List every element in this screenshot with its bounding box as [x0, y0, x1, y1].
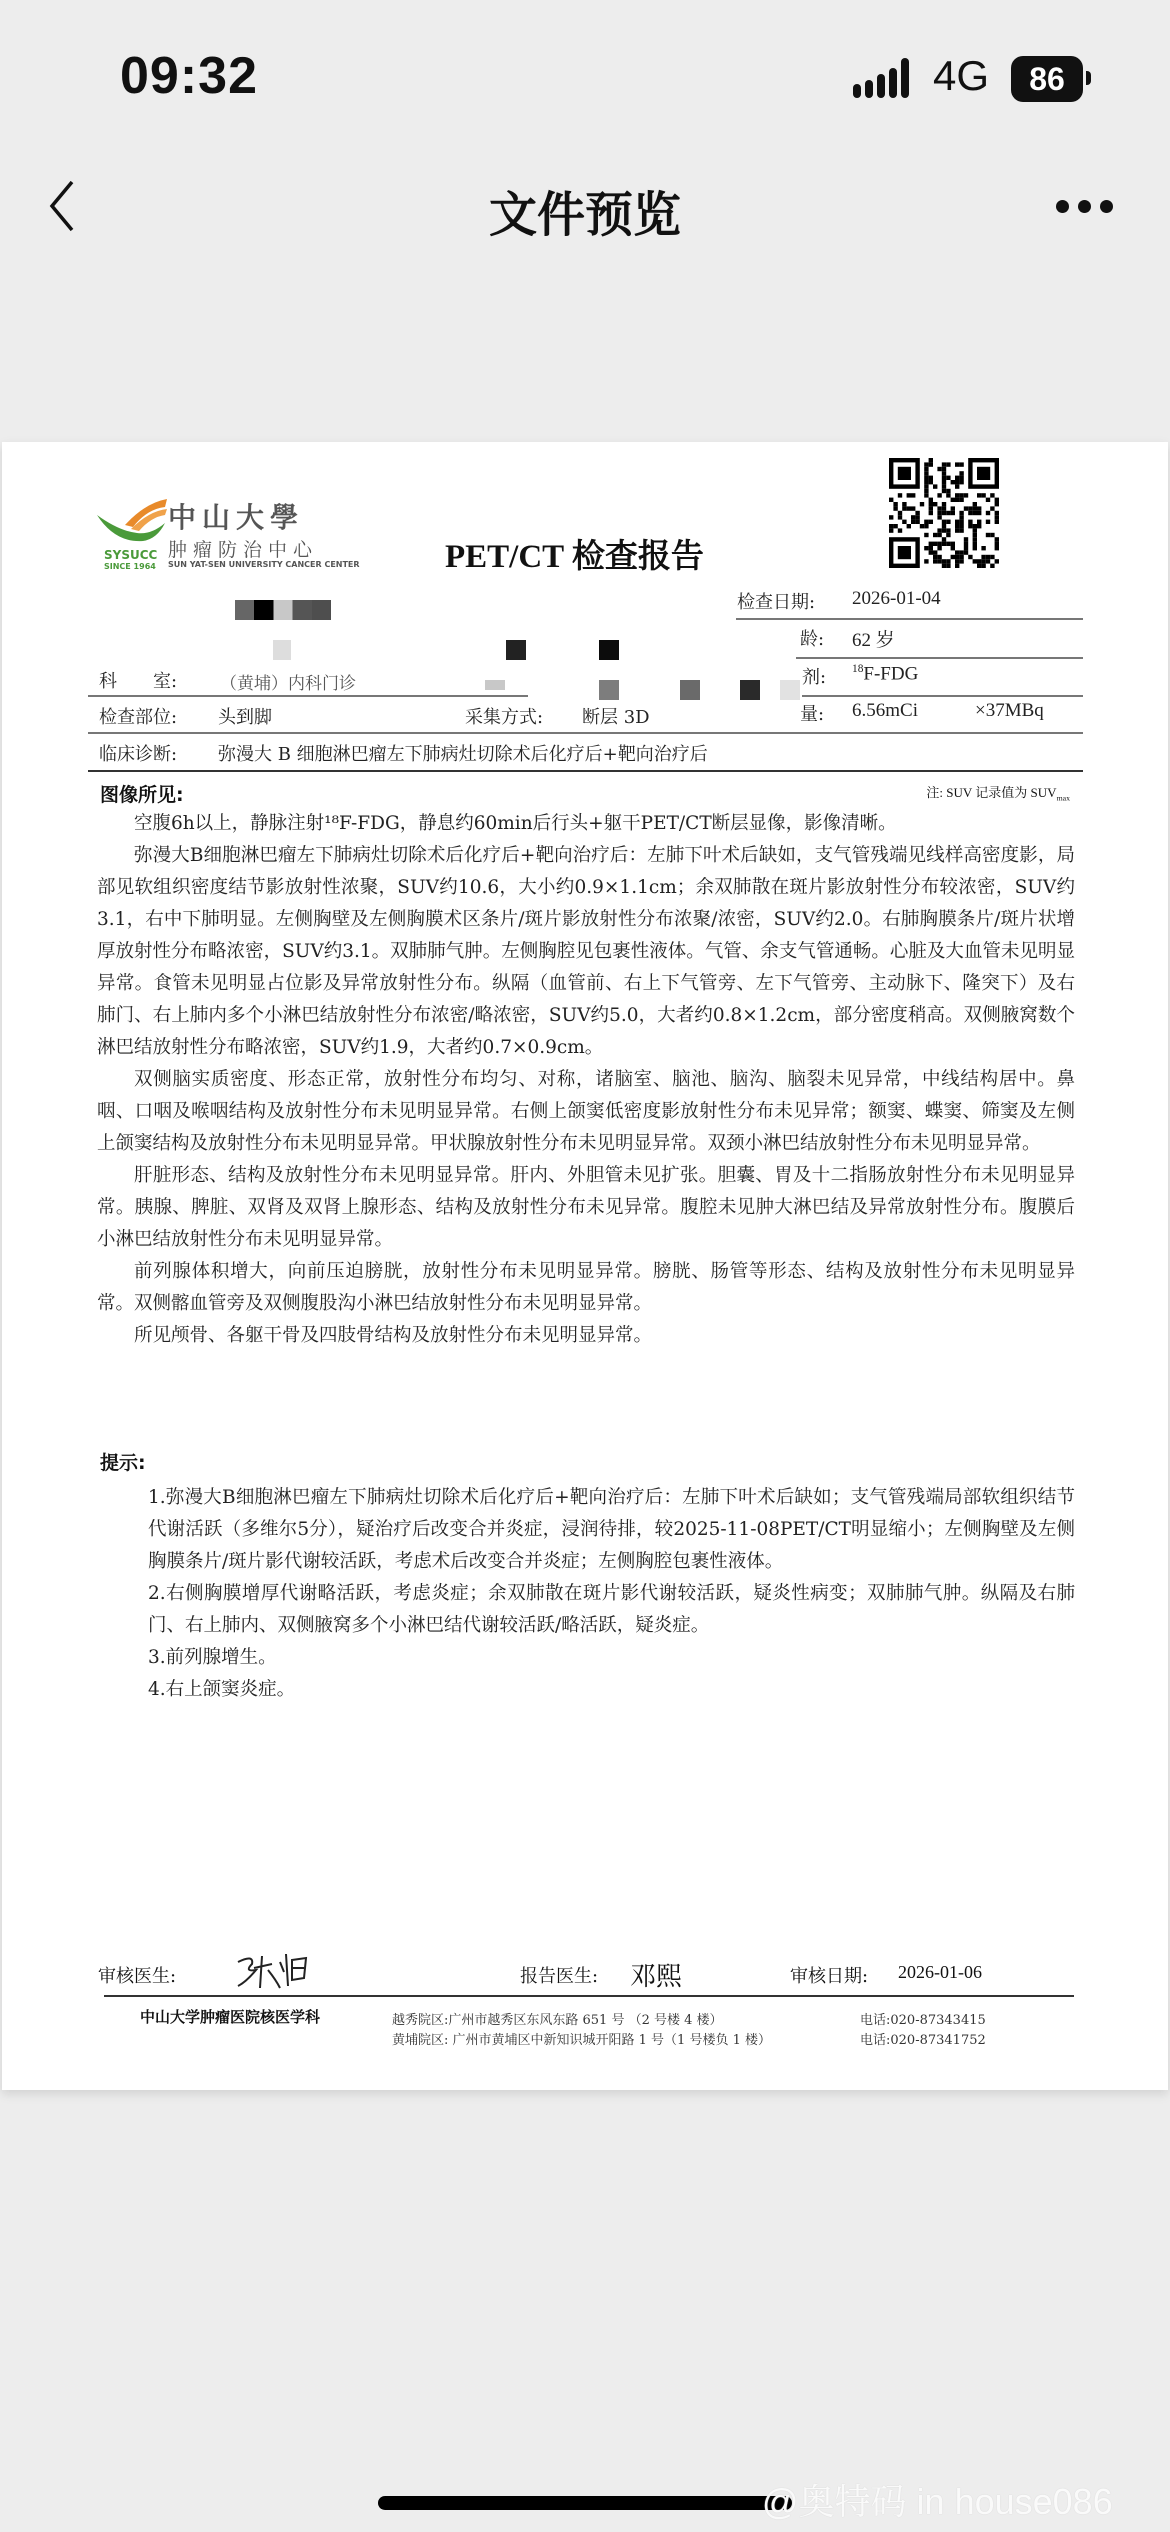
divider [802, 695, 1083, 697]
exam-date-value: 2026-01-04 [852, 588, 941, 609]
divider [88, 695, 528, 697]
signal-icon [853, 58, 911, 98]
hint-title: 提示: [100, 1452, 146, 1474]
findings-title: 图像所见: [100, 784, 184, 806]
page-title: 文件预览 [488, 187, 681, 243]
status-time: 09:32 [120, 47, 258, 105]
reporter-name: 邓熙 [630, 1962, 683, 1992]
redaction-block [273, 640, 291, 660]
agent-isotope: 18 [852, 663, 864, 675]
agent-value [852, 663, 918, 685]
footer-address-2: 黄埔院区: 广州市黄埔区中新知识城开阳路 1 号（1 号楼负 1 楼） [392, 2033, 771, 2048]
logo-abbr: SYSUCC [104, 548, 158, 562]
network-type: 4G [933, 52, 990, 99]
footer-phone-2: 电话:020-87341752 [860, 2033, 986, 2048]
suv-note-sub: max [1056, 793, 1070, 803]
footer-phone-1: 电话:020-87343415 [860, 2013, 986, 2028]
divider [88, 770, 1083, 772]
region-value: 头到脚 [218, 707, 272, 728]
redaction-block [599, 680, 619, 700]
dose-label: 量: [800, 704, 825, 725]
logo-since: SINCE 1964 [104, 562, 156, 571]
redaction-block [506, 640, 526, 660]
hint-item: 2.右侧胸膜增厚代谢略活跃，考虑炎症；余双肺散在斑片影代谢较活跃，疑炎性病变；双肺肺气肿。纵隔及右肺门、右上肺内、双侧腋窝多个小淋巴结代谢较活跃/略活跃，疑炎症。 [148, 1583, 1075, 1636]
logo-sub-name: 肿瘤防治中心 [168, 539, 319, 561]
review-date-value: 2026-01-06 [898, 1962, 982, 1982]
hint-item: 1.弥漫大B细胞淋巴瘤左下肺病灶切除术后化疗后+靶向治疗后：左肺下叶术后缺如；支气管残端局部软组织结节代谢活跃（多维尔5分），疑治疗后改变合并炎症，浸润待排，较2025-11-08PET/CT明显缩小；左侧胸壁及左侧胸膜条片/斑片影代谢较活跃，考虑术后改变合并炎症；左侧胸腔包裹性液体。 [148, 1487, 1075, 1572]
dept-label: 科 室: [99, 671, 178, 692]
reviewer-label: 审核医生: [98, 1966, 177, 1987]
findings-paragraph: 所见颅骨、各躯干骨及四肢骨结构及放射性分布未见明显异常。 [134, 1325, 653, 1346]
logo-en-name: SUN YAT-SEN UNIVERSITY CANCER CENTER [168, 560, 360, 569]
logo-cn-name: 中山大學 [168, 501, 305, 534]
age-value: 62 岁 [852, 630, 895, 651]
age-label: 龄: [800, 629, 825, 650]
qr-code [889, 458, 999, 568]
redaction-block [740, 680, 760, 700]
divider [796, 657, 1083, 659]
method-value: 断层 3D [582, 707, 650, 728]
watermark: @奥特码 in house086 [762, 2481, 1113, 2522]
redaction-block [680, 680, 700, 700]
findings-paragraph: 前列腺体积增大，向前压迫膀胱，放射性分布未见明显异常。膀胱、肠管等形态、结构及放射性分布未见明显异常。双侧髂血管旁及双侧腹股沟小淋巴结放射性分布未见明显异常。 [97, 1261, 1075, 1314]
agent-name: F-FDG [863, 663, 919, 685]
suv-note-text: 注: SUV 记录值为 SUV [926, 785, 1057, 800]
suv-note [926, 782, 1070, 803]
divider [104, 1995, 1074, 1997]
divider [736, 618, 1083, 620]
divider [88, 732, 1083, 734]
more-button[interactable] [1056, 200, 1116, 214]
findings-paragraph: 弥漫大B细胞淋巴瘤左下肺病灶切除术后化疗后+靶向治疗后：左肺下叶术后缺如，支气管残端见线样高密度影，局部见软组织密度结节影放射性浓聚，SUV约10.6，大小约0.9×1.1cm；余双肺散在斑片影放射性分布较浓密，SUV约3.1，右中下肺明显。左侧胸壁及左侧胸膜术区条片/斑片影放射性分布浓聚/浓密，SUV约2.0。右肺胸膜条片/斑片状增厚放射性分布略浓密，SUV约3.1。双肺肺气肿。左侧胸腔见包裹性液体。气管、余支气管通畅。心脏及大血管未见明显异常。食管未见明显占位影及异常放射性分布。纵隔（血管前、右上下气管旁、左下气管旁、主动脉下、隆突下）及右肺门、右上肺内多个小淋巴结放射性分布浓密/略浓密，SUV约5.0，大者约0.8×1.2cm，部分密度稍高。双侧腋窝数个淋巴结放射性分布略浓密，SUV约1.9，大者约0.7×0.9cm。 [97, 845, 1075, 1058]
findings-paragraph: 肝脏形态、结构及放射性分布未见明显异常。肝内、外胆管未见扩张。胆囊、胃及十二指肠放射性分布未见明显异常。胰腺、脾脏、双肾及双肾上腺形态、结构及放射性分布未见异常。腹腔未见肿大淋巴结及异常放射性分布。腹膜后小淋巴结放射性分布未见明显异常。 [97, 1165, 1075, 1250]
hint-item: 3.前列腺增生。 [148, 1647, 277, 1668]
redaction-block [780, 680, 800, 700]
hint-item: 4.右上颌窦炎症。 [148, 1679, 296, 1700]
report-title: PET/CT 检查报告 [445, 539, 704, 575]
agent-label: 剂: [802, 667, 827, 688]
diagnosis-label: 临床诊断: [99, 744, 178, 765]
hint-body [100, 1482, 1075, 1706]
redaction-block [485, 680, 505, 690]
footer-address-1: 越秀院区:广州市越秀区东风东路 651 号 （2 号楼 4 楼） [392, 2013, 723, 2028]
diagnosis-value: 弥漫大 B 细胞淋巴瘤左下肺病灶切除术后化疗后+靶向治疗后 [218, 744, 708, 765]
review-date-label: 审核日期: [790, 1966, 869, 1987]
dose-unit: ×37MBq [975, 700, 1044, 721]
dose-value: 6.56mCi [852, 700, 918, 721]
findings-paragraph: 双侧脑实质密度、形态正常，放射性分布均匀、对称，诸脑室、脑池、脑沟、脑裂未见异常，中线结构居中。鼻咽、口咽及喉咽结构及放射性分布未见明显异常。右侧上颌窦低密度影放射性分布未见异常；额窦、蝶窦、筛窦及左侧上颌窦结构及放射性分布未见明显异常。甲状腺放射性分布未见明显异常。双颈小淋巴结放射性分布未见明显异常。 [97, 1069, 1075, 1154]
exam-date-label: 检查日期: [737, 592, 816, 613]
findings-paragraph: 空腹6h以上，静脉注射¹⁸F-FDG，静息约60min后行头+躯干PET/CT断层显像，影像清晰。 [134, 813, 897, 834]
battery-icon: 86 [1011, 56, 1083, 102]
redaction-block [599, 640, 619, 660]
region-label: 检查部位: [99, 707, 178, 728]
method-label: 采集方式: [465, 707, 544, 728]
dept-value: （黄埔）内科门诊 [220, 674, 356, 694]
status-bar [0, 0, 1170, 150]
reporter-label: 报告医生: [520, 1966, 599, 1987]
redaction-block [235, 600, 331, 620]
findings-body [97, 808, 1075, 1352]
reviewer-signature [232, 1950, 312, 1992]
battery-tip [1086, 71, 1091, 85]
home-indicator[interactable] [378, 2496, 792, 2510]
footer-dept: 中山大学肿瘤医院核医学科 [140, 2008, 321, 2026]
